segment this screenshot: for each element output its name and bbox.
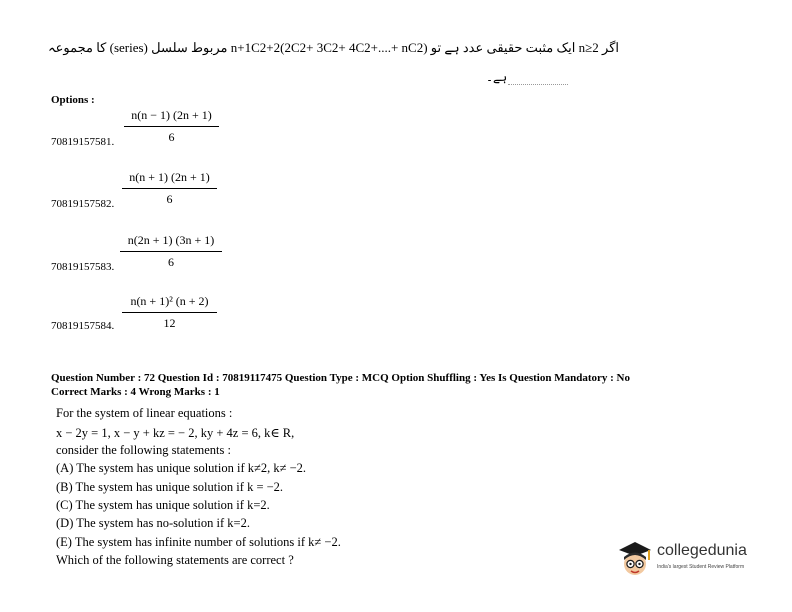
- urdu-question-tail: ہے۔: [486, 70, 508, 84]
- option-2-numerator: n(n + 1) (2n + 1): [129, 170, 210, 184]
- collegedunia-logo: [615, 540, 775, 580]
- option-4-numerator: n(n + 1)² (n + 2): [130, 294, 209, 308]
- option-3-denominator: 6: [168, 255, 174, 269]
- option-2-denominator: 6: [166, 192, 173, 206]
- question-line-1: For the system of linear equations :: [56, 406, 233, 420]
- logo-tagline: India's largest Student Review Platform: [657, 564, 745, 570]
- question-meta-line-2: Correct Marks : 4 Wrong Marks : 1: [51, 386, 220, 398]
- answer-blank: [508, 84, 568, 85]
- option-4-denominator: 12: [163, 316, 176, 330]
- question-meta-line-1: Question Number : 72 Question Id : 70819117475 Question Type : MCQ Option Shuffling : Yes Is Question Mandatory : No: [51, 372, 630, 384]
- option-4-id[interactable]: 70819157584.: [51, 320, 115, 332]
- fraction-bar: [124, 126, 219, 127]
- fraction-bar: [122, 188, 217, 189]
- option-1-id[interactable]: 70819157581.: [51, 136, 115, 148]
- statement-e: (E) The system has infinite number of solutions if k≠ −2.: [56, 535, 341, 549]
- option-1-formula: [124, 108, 219, 145]
- option-3-formula: [120, 233, 222, 270]
- urdu-question-text: کا مجموعہ (series) مربوط سلسل n+1C2+2(2C2+ 3C2+ 4C2+....+ nC2) ایک مثبت حقیقی عدد ہے تو n≥2 اگر: [48, 40, 619, 55]
- statement-b: (B) The system has unique solution if k = −2.: [56, 480, 284, 494]
- option-3-numerator: n(2n + 1) (3n + 1): [127, 233, 215, 247]
- fraction-bar: [120, 251, 222, 252]
- option-1-numerator: n(n − 1) (2n + 1): [131, 108, 212, 122]
- option-2-formula: [122, 170, 217, 207]
- option-4-formula: [122, 294, 217, 331]
- graduate-mascot-icon: [615, 540, 655, 580]
- question-prompt: Which of the following statements are correct ?: [56, 553, 294, 567]
- question-equations: x − 2y = 1, x − y + kz = − 2, ky + 4z = 6, k∈ R,: [56, 426, 295, 440]
- options-heading: Options :: [51, 94, 95, 106]
- option-2-id[interactable]: 70819157582.: [51, 198, 115, 210]
- statement-c: (C) The system has unique solution if k=2.: [56, 498, 270, 512]
- option-1-denominator: 6: [168, 130, 175, 144]
- option-3-id[interactable]: 70819157583.: [51, 261, 115, 273]
- logo-brand-text: collegedunia: [657, 542, 747, 559]
- fraction-bar: [122, 312, 217, 313]
- question-line-3: consider the following statements :: [56, 443, 231, 457]
- statement-d: (D) The system has no-solution if k=2.: [56, 516, 250, 530]
- statement-a: (A) The system has unique solution if k≠2, k≠ −2.: [56, 461, 307, 475]
